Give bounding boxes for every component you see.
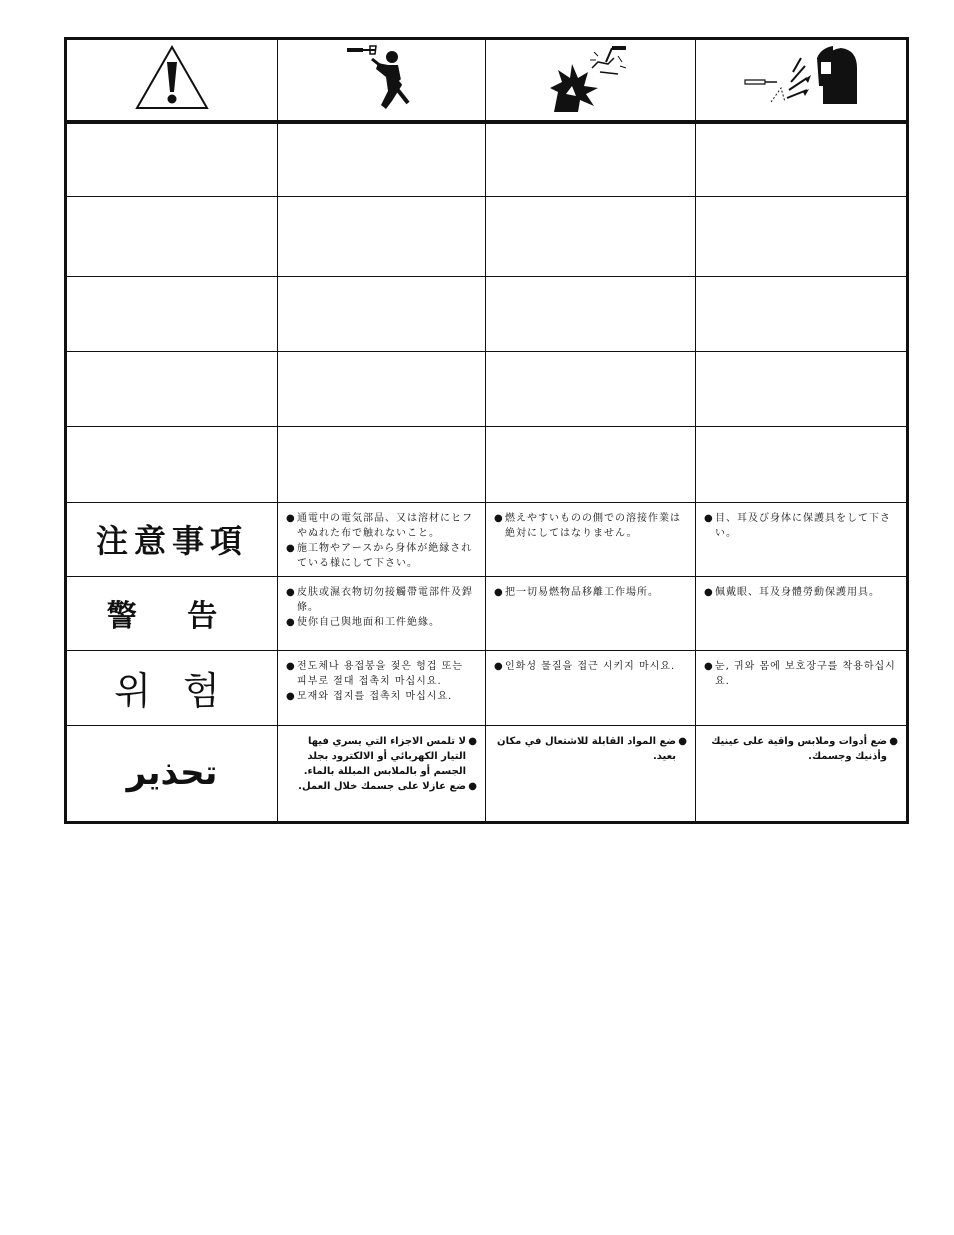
label-chinese: [66, 576, 278, 650]
item-text: 전도체나 용접봉을 젖은 헝겁 또는 피부로 절대 접촉치 마십시요.: [297, 660, 463, 687]
list-item: [494, 511, 687, 541]
label-arabic-text: تحذير: [126, 753, 218, 794]
cell-ar-rays: [696, 726, 906, 764]
item-text: ضع المواد القابلة للاشتعال في مكان بعيد.: [497, 735, 676, 762]
bullet-icon: ●: [286, 616, 295, 628]
item-text: لا تلمس الاجزاء التي يسري فيها التيار الكهربائي أو الالكترود بجلد الجسم أو بالملابس المبللة بالماء.: [303, 735, 466, 777]
cell-zh-fire: [486, 577, 695, 600]
list-item: [494, 585, 687, 600]
row-arabic: [66, 725, 908, 822]
bullet-icon: ●: [678, 735, 687, 747]
item-text: 把一切易燃物品移離工作場所。: [505, 586, 659, 598]
header-row: [66, 39, 908, 123]
cell-zh-rays: [696, 577, 906, 600]
item-text: 눈, 귀와 몸에 보호장구를 착용하십시요.: [715, 660, 896, 687]
cell-zh-shock: [278, 577, 485, 630]
bullet-icon: ●: [468, 735, 477, 747]
row-chinese: [66, 576, 908, 650]
list-item: [286, 511, 477, 541]
item-text: 佩戴眼、耳及身體勞動保護用具。: [715, 586, 880, 598]
label-chinese-text: 警 告: [106, 599, 238, 635]
header-cell-shock: [278, 39, 486, 123]
list-item: [286, 779, 477, 794]
list-item: [704, 659, 898, 689]
list-item: [286, 585, 477, 615]
list-item: [494, 734, 687, 764]
warning-triangle-icon: [134, 44, 210, 112]
item-text: 通電中の電気部品、又は溶材にヒフやぬれた布で触れないこと。: [297, 512, 473, 539]
item-text: ضع عازلا على جسمك خلال العمل.: [298, 780, 466, 792]
bullet-icon: ●: [494, 512, 503, 524]
bullet-icon: ●: [704, 512, 713, 524]
item-text: 皮肤或濕衣物切勿接觸帶電部件及銲條。: [297, 586, 473, 613]
bullet-icon: ●: [286, 586, 295, 598]
fire-explosion-icon: [548, 42, 634, 114]
bullet-icon: ●: [889, 735, 898, 747]
item-text: ضع أدوات وملابس واقية على عينيك وأذنيك وجسمك.: [711, 735, 887, 762]
bullet-icon: ●: [286, 690, 295, 702]
list-item: [704, 734, 898, 764]
list-item: [286, 541, 477, 571]
bullet-icon: ●: [704, 586, 713, 598]
cell-ja-shock: [278, 503, 485, 571]
blank-row-1: [66, 122, 908, 197]
bullet-icon: ●: [704, 660, 713, 672]
item-text: 인화성 물질을 접근 시키지 마시요.: [505, 660, 676, 672]
warning-label-table: [64, 37, 906, 824]
bullet-icon: ●: [494, 660, 503, 672]
row-japanese: [66, 502, 908, 576]
bullet-icon: ●: [286, 660, 295, 672]
cell-ko-shock: [278, 651, 485, 704]
label-japanese-text: 注意事項: [95, 522, 248, 561]
blank-row-5: [66, 427, 908, 502]
item-text: 모재와 접지를 접촉치 마십시요.: [297, 690, 453, 702]
header-cell-fire: [486, 39, 696, 123]
cell-ar-fire: [486, 726, 695, 764]
item-text: 使你自己與地面和工件絶緣。: [297, 616, 440, 628]
list-item: [286, 689, 477, 704]
bullet-icon: ●: [468, 780, 477, 792]
blank-row-2: [66, 197, 908, 277]
blank-row-3: [66, 277, 908, 352]
arc-rays-face-shield-icon: [741, 42, 861, 114]
cell-ko-fire: [486, 651, 695, 674]
header-cell-warning: [66, 39, 278, 123]
label-korean: [66, 650, 278, 725]
label-korean-text: 위 험: [114, 669, 230, 714]
bullet-icon: ●: [286, 542, 295, 554]
header-cell-arc-rays: [696, 39, 908, 123]
blank-row-4: [66, 352, 908, 427]
warning-grid: [64, 37, 909, 824]
label-japanese: [66, 502, 278, 576]
cell-ar-shock: [278, 726, 485, 794]
list-item: [704, 585, 898, 600]
list-item: [286, 734, 477, 779]
bullet-icon: ●: [494, 586, 503, 598]
list-item: [494, 659, 687, 674]
item-text: 燃えやすいものの側での溶接作業は絶対にしてはなりません。: [505, 512, 681, 539]
list-item: [286, 615, 477, 630]
cell-ko-rays: [696, 651, 906, 689]
item-text: 施工物やアースから身体が絶縁されている様にして下さい。: [297, 542, 473, 569]
cell-ja-fire: [486, 503, 695, 541]
electric-shock-icon: [342, 43, 422, 113]
cell-ja-rays: [696, 503, 906, 541]
label-arabic: [66, 725, 278, 822]
bullet-icon: ●: [286, 512, 295, 524]
list-item: [286, 659, 477, 689]
list-item: [704, 511, 898, 541]
row-korean: [66, 650, 908, 725]
item-text: 目、耳及び身体に保護具をして下さい。: [715, 512, 891, 539]
